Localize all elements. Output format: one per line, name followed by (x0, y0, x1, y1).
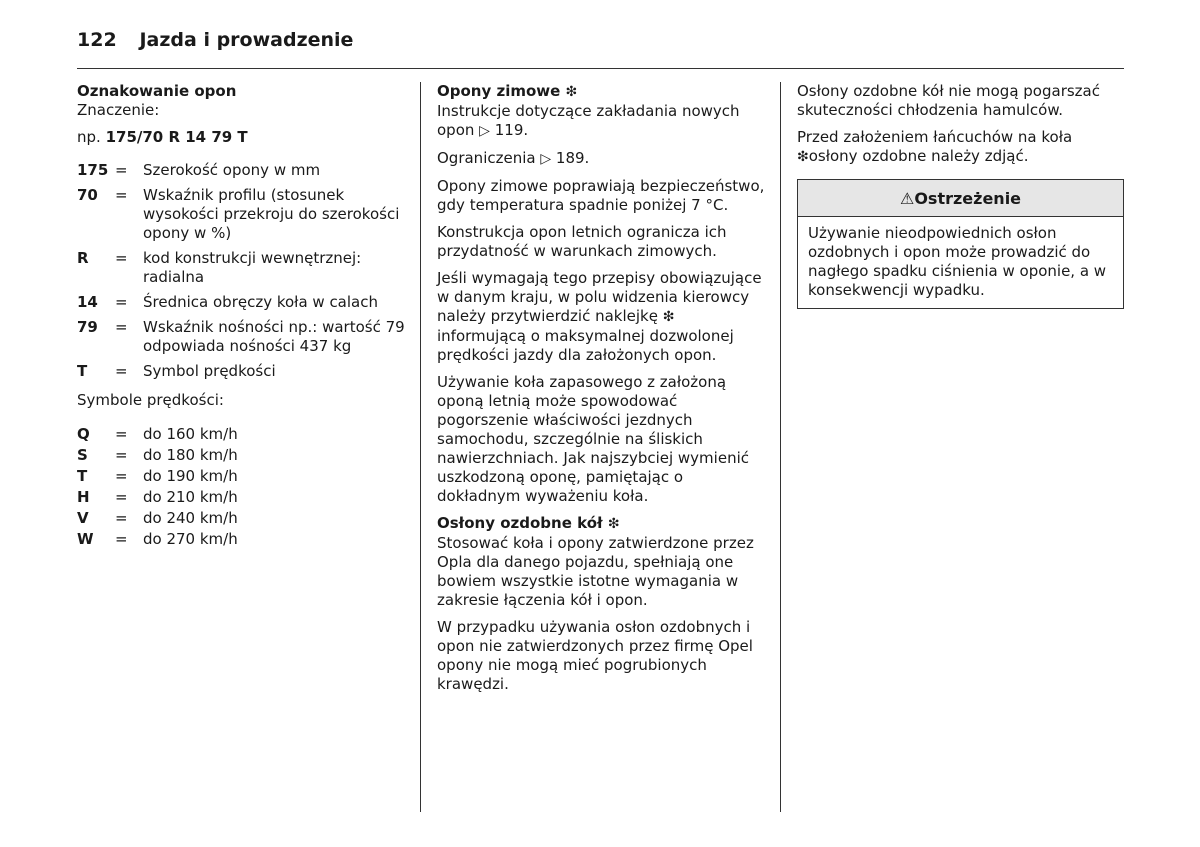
row-equals: = (115, 293, 128, 311)
column-divider-1 (420, 82, 421, 812)
warning-text: Używanie nieodpowiednich osłon ozdobnych i opon może prowadzić do nagłego spadku ciśnienia w oponie, a w konsekwencji wypadku. (808, 224, 1107, 299)
row-equals: = (115, 446, 128, 464)
snowflake-icon: ❇ (607, 516, 620, 532)
warning-title: Ostrzeżenie (914, 189, 1022, 208)
snowflake-icon: ❇ (797, 149, 809, 165)
row-equals: = (115, 509, 128, 527)
column-winter-tires (437, 82, 767, 702)
row-equals: = (115, 186, 128, 204)
winter-paragraph-5 (437, 269, 767, 365)
row-value: Szerokość opony w mm (143, 161, 321, 179)
page-header (77, 29, 353, 57)
row-equals: = (115, 488, 128, 506)
definition-row (77, 318, 407, 356)
row-equals: = (115, 161, 128, 179)
warning-icon: ⚠ (899, 189, 915, 208)
page-reference: 189. (555, 149, 590, 167)
row-value: do 190 km/h (143, 467, 238, 485)
row-key: 79 (77, 318, 98, 336)
snowflake-icon: ❇ (565, 84, 578, 100)
winter-paragraph-3: Opony zimowe poprawiają bezpieczeństwo, gdy temperatura spadnie poniżej 7 °C. (437, 177, 765, 214)
row-key: V (77, 509, 89, 527)
row-equals: = (115, 530, 128, 548)
page-reference: 119. (494, 121, 529, 139)
definition-row (77, 161, 407, 180)
speed-row (77, 466, 407, 487)
chapter-title: Jazda i prowadzenie (139, 29, 354, 51)
speed-list (77, 424, 407, 550)
covers-p4-text-a: Przed założeniem łańcuchów na koła (797, 128, 1073, 146)
row-value: do 240 km/h (143, 509, 238, 527)
definition-row (77, 362, 407, 381)
meaning-label: Znaczenie: (77, 101, 160, 119)
covers-heading-text: Osłony ozdobne kół (437, 514, 603, 532)
winter-paragraph-4: Konstrukcja opon letnich ogranicza ich przydatność w warunkach zimowych. (437, 223, 727, 260)
row-key: R (77, 249, 89, 267)
header-rule (77, 68, 1124, 69)
winter-tires-heading (437, 82, 767, 102)
covers-paragraph-1: Stosować koła i opony zatwierdzone przez Opla dla danego pojazdu, spełniają one bowiem wszystkie istotne wymagania w zakresie łączenia kół i opon. (437, 534, 754, 609)
column-wheel-covers (797, 82, 1124, 309)
speed-row (77, 445, 407, 466)
row-key: W (77, 530, 94, 548)
winter-paragraph-1 (437, 102, 767, 141)
example-code: 175/70 R 14 79 T (105, 128, 248, 146)
snowflake-icon: ❇ (662, 309, 675, 325)
row-key: 14 (77, 293, 98, 311)
row-key: T (77, 467, 88, 485)
example-prefix: np. (77, 128, 106, 146)
example-line (77, 128, 407, 147)
row-equals: = (115, 249, 128, 267)
row-value: do 270 km/h (143, 530, 238, 548)
page-number: 122 (77, 29, 117, 51)
warning-box (797, 179, 1124, 309)
row-value: Wskaźnik nośności np.: wartość 79 odpowiada nośności 437 kg (143, 318, 405, 355)
winter-paragraph-6: Używanie koła zapasowego z założoną oponą letnią może spowodować pogorszenie właściwości jezdnych samochodu, szczególnie na śliskich nawierzchniach. Jak najszybciej wymienić uszkodzoną oponę, pamiętając o dokładnym wyważeniu koła. (437, 373, 749, 505)
speed-symbols-heading: Symbole prędkości: (77, 391, 224, 409)
row-equals: = (115, 467, 128, 485)
reference-arrow-icon: ▷ (540, 151, 552, 167)
row-value: do 160 km/h (143, 425, 238, 443)
tire-marking-heading: Oznakowanie opon (77, 82, 237, 100)
speed-row (77, 508, 407, 529)
definition-row (77, 186, 407, 243)
row-value: Wskaźnik profilu (stosunek wysokości przekroju do szerokości opony w %) (143, 186, 400, 242)
winter-p1-text: Instrukcje dotyczące zakładania nowych opon (437, 102, 740, 139)
row-value: Symbol prędkości (143, 362, 276, 380)
row-value: kod konstrukcji wewnętrznej: radialna (143, 249, 362, 286)
row-key: H (77, 488, 90, 506)
winter-p5-text-a: Jeśli wymagają tego przepisy obowiązujące w danym kraju, w polu widzenia kierowcy należy przytwierdzić naklejkę (437, 269, 762, 325)
warning-header (798, 180, 1123, 217)
column-tire-marking (77, 82, 407, 550)
winter-p5-text-b: informującą o maksymalnej dozwolonej prędkości jazdy dla założonych opon. (437, 327, 734, 364)
row-equals: = (115, 362, 128, 380)
winter-paragraph-2 (437, 149, 767, 169)
covers-paragraph-2: W przypadku używania osłon ozdobnych i opon nie zatwierdzonych przez firmę Opel opony nie mogą mieć pogrubionych krawędzi. (437, 618, 753, 693)
row-equals: = (115, 318, 128, 336)
speed-row (77, 424, 407, 445)
row-value: do 180 km/h (143, 446, 238, 464)
covers-paragraph-3: Osłony ozdobne kół nie mogą pogarszać skuteczności chłodzenia hamulców. (797, 82, 1100, 119)
covers-paragraph-4 (797, 128, 1124, 167)
row-key: Q (77, 425, 90, 443)
definition-row (77, 293, 407, 312)
speed-row (77, 529, 407, 550)
reference-arrow-icon: ▷ (479, 123, 490, 139)
wheel-covers-heading (437, 514, 767, 534)
row-equals: = (115, 425, 128, 443)
definition-row (77, 249, 407, 287)
row-key: 70 (77, 186, 98, 204)
speed-row (77, 487, 407, 508)
winter-heading-text: Opony zimowe (437, 82, 561, 100)
covers-p4-text-b: osłony ozdobne należy zdjąć. (808, 147, 1029, 165)
winter-p2-text: Ograniczenia (437, 149, 536, 167)
row-key: 175 (77, 161, 109, 179)
row-key: T (77, 362, 88, 380)
row-key: S (77, 446, 88, 464)
definition-list (77, 161, 407, 381)
row-value: Średnica obręczy koła w calach (143, 293, 378, 311)
row-value: do 210 km/h (143, 488, 238, 506)
column-divider-2 (780, 82, 781, 812)
